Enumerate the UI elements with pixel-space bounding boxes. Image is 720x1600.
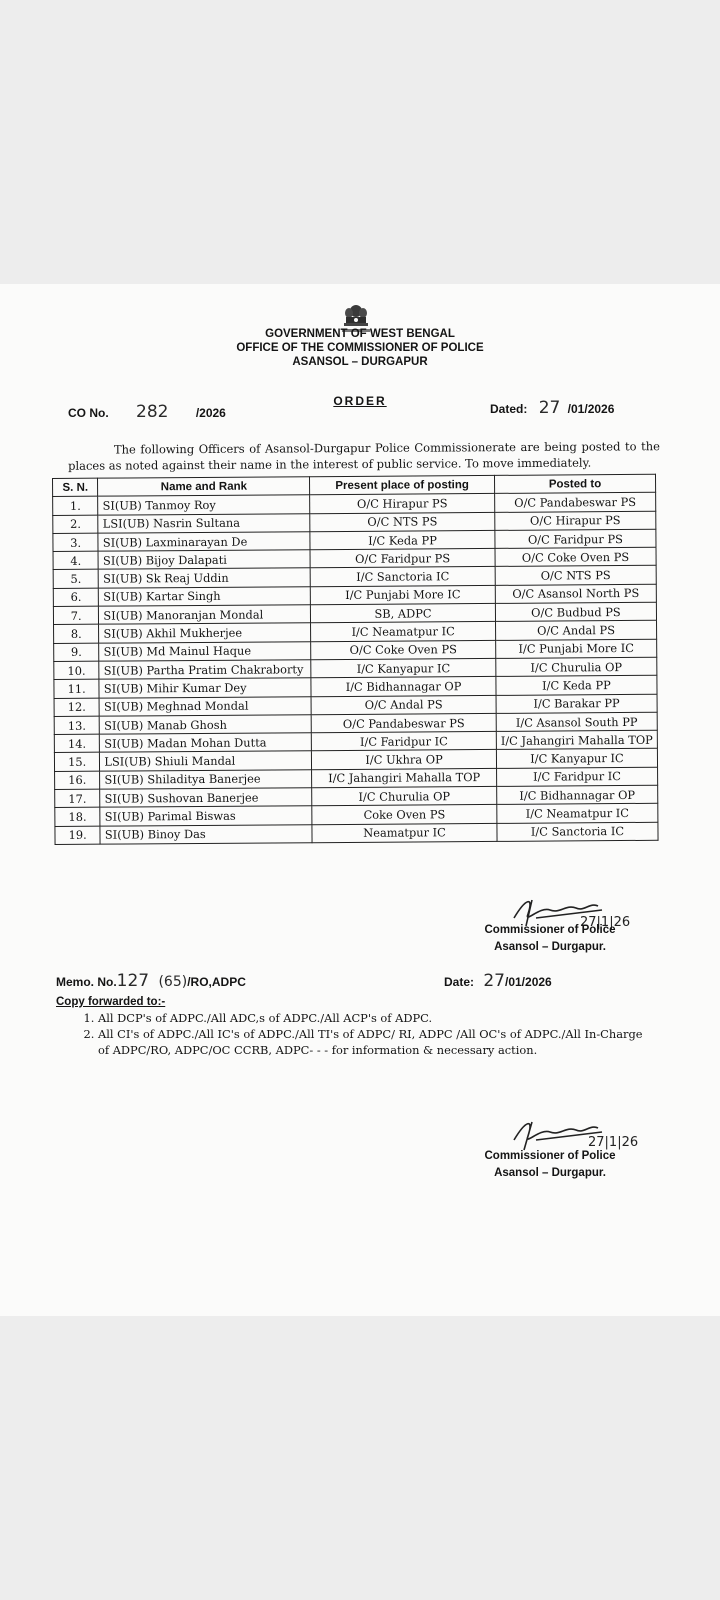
co-label: CO No. <box>68 406 109 420</box>
cell-sn: 15. <box>54 753 100 772</box>
memo-suffix: /RO,ADPC <box>187 975 246 989</box>
cell-posted-to: I/C Jahangiri Mahalla TOP <box>496 730 657 749</box>
cell-present-posting: I/C Kanyapur IC <box>311 658 496 678</box>
signature-2-place: Asansol – Durgapur. <box>494 1167 606 1179</box>
memo-date-rest: /01/2026 <box>505 975 552 989</box>
cell-present-posting: O/C NTS PS <box>310 512 495 532</box>
signature-1-title: Commissioner of Police <box>484 924 616 936</box>
cell-sn: 1. <box>53 496 99 515</box>
cell-posted-to: I/C Punjabi More IC <box>496 639 657 658</box>
cell-sn: 11. <box>54 679 100 698</box>
cell-sn: 7. <box>53 606 99 625</box>
cell-sn: 19. <box>55 826 101 845</box>
dated-label: Dated: <box>490 402 528 416</box>
cell-name-rank: SI(UB) Kartar Singh <box>99 586 311 606</box>
memo-date-line <box>444 971 552 991</box>
cell-sn: 2. <box>53 515 99 534</box>
cell-posted-to: I/C Churulia OP <box>496 657 657 676</box>
order-intro: The following Officers of Asansol-Durgapur Police Commissionerate are being posted to the places as noted against their name in the interest of public service. To move immediately. <box>68 439 660 473</box>
cell-sn: 10. <box>54 661 100 680</box>
cell-posted-to: O/C Coke Oven PS <box>495 547 656 566</box>
cell-name-rank: LSI(UB) Shiuli Mandal <box>100 751 312 771</box>
memo-number: 127 <box>116 971 150 991</box>
cell-present-posting: I/C Churulia OP <box>312 786 497 806</box>
cell-posted-to: O/C Budbud PS <box>495 602 656 621</box>
cell-name-rank: SI(UB) Meghnad Mondal <box>99 696 311 716</box>
cell-posted-to: I/C Bidhannagar OP <box>497 785 658 804</box>
cell-present-posting: I/C Faridpur IC <box>312 732 497 752</box>
signature-2-date: 27|1|26 <box>588 1135 639 1150</box>
postings-table <box>52 474 659 845</box>
cell-posted-to: O/C Pandabeswar PS <box>495 493 656 512</box>
cell-sn: 13. <box>54 716 100 735</box>
cell-name-rank: SI(UB) Md Mainul Haque <box>99 641 311 661</box>
signature-1-date: 27|1|26 <box>580 915 631 930</box>
cell-sn: 6. <box>53 588 99 607</box>
cell-present-posting: I/C Sanctoria IC <box>310 567 495 587</box>
memo-line <box>56 971 246 991</box>
cell-present-posting: I/C Jahangiri Mahalla TOP <box>312 768 497 788</box>
co-number: 282 <box>136 402 169 422</box>
cell-present-posting: Neamatpur IC <box>312 823 497 843</box>
cell-name-rank: SI(UB) Shiladitya Banerjee <box>100 769 312 789</box>
cell-present-posting: SB, ADPC <box>311 603 496 623</box>
cell-present-posting: I/C Punjabi More IC <box>310 585 495 605</box>
signature-2-title: Commissioner of Police <box>484 1150 616 1162</box>
table-row <box>55 822 658 845</box>
memo-label: Memo. No. <box>56 975 117 989</box>
cell-name-rank: SI(UB) Madan Mohan Dutta <box>100 733 312 753</box>
copy-item-1: 1. All DCP's of ADPC./All ADC,s of ADPC./All ACP's of ADPC. <box>98 1010 656 1026</box>
cell-present-posting: O/C Coke Oven PS <box>311 640 496 660</box>
memo-date-day: 27 <box>483 971 505 991</box>
cell-name-rank: SI(UB) Manab Ghosh <box>100 715 312 735</box>
dated-day: 27 <box>538 398 561 418</box>
cell-posted-to: I/C Faridpur IC <box>496 767 657 786</box>
cell-present-posting: I/C Keda PP <box>310 530 495 550</box>
cell-name-rank: SI(UB) Manoranjan Mondal <box>99 605 311 625</box>
cell-posted-to: I/C Kanyapur IC <box>496 749 657 768</box>
copy-forwarded-section <box>56 996 656 1058</box>
header-posted-to: Posted to <box>494 474 655 493</box>
order-title: ORDER <box>333 394 387 408</box>
cell-sn: 16. <box>55 771 101 790</box>
cell-posted-to: I/C Asansol South PP <box>496 712 657 731</box>
cell-sn: 17. <box>55 789 101 808</box>
cell-name-rank: SI(UB) Bijoy Dalapati <box>98 550 310 570</box>
cell-name-rank: SI(UB) Mihir Kumar Dey <box>99 678 311 698</box>
cell-name-rank: SI(UB) Sk Reaj Uddin <box>99 568 311 588</box>
cell-posted-to: O/C Asansol North PS <box>495 584 656 603</box>
header-sn: S. N. <box>53 478 99 497</box>
cell-name-rank: SI(UB) Partha Pratim Chakraborty <box>99 660 311 680</box>
cell-present-posting: O/C Hirapur PS <box>310 494 495 514</box>
cell-posted-to: I/C Barakar PP <box>496 694 657 713</box>
cell-sn: 5. <box>53 570 99 589</box>
copy-forwarded-title: Copy forwarded to:- <box>56 996 166 1008</box>
signature-2-block <box>450 1148 650 1182</box>
cell-sn: 8. <box>54 625 100 644</box>
header-office: OFFICE OF THE COMMISSIONER OF POLICE <box>236 342 484 354</box>
co-year: /2026 <box>195 406 226 420</box>
header-government: GOVERNMENT OF WEST BENGAL <box>265 328 455 340</box>
cell-name-rank: LSI(UB) Nasrin Sultana <box>98 513 310 533</box>
header-name-rank: Name and Rank <box>98 477 310 497</box>
cell-posted-to: I/C Keda PP <box>496 676 657 695</box>
signature-1-place: Asansol – Durgapur. <box>494 941 606 953</box>
cell-name-rank: SI(UB) Akhil Mukherjee <box>99 623 311 643</box>
memo-mid: (65) <box>158 974 188 990</box>
cell-name-rank: SI(UB) Tanmoy Roy <box>98 495 310 515</box>
cell-posted-to: O/C NTS PS <box>495 566 656 585</box>
cell-present-posting: O/C Andal PS <box>311 695 496 715</box>
cell-present-posting: Coke Oven PS <box>312 805 497 825</box>
cell-posted-to: O/C Hirapur PS <box>495 511 656 530</box>
cell-present-posting: I/C Ukhra OP <box>312 750 497 770</box>
cell-present-posting: O/C Pandabeswar PS <box>311 713 496 733</box>
cell-name-rank: SI(UB) Binoy Das <box>100 824 312 844</box>
header-location: ASANSOL – DURGAPUR <box>292 356 428 368</box>
cell-sn: 18. <box>55 808 101 827</box>
header-present-posting: Present place of posting <box>310 475 495 495</box>
cell-name-rank: SI(UB) Sushovan Banerjee <box>100 788 312 808</box>
cell-present-posting: O/C Faridpur PS <box>310 549 495 569</box>
cell-posted-to: O/C Faridpur PS <box>495 529 656 548</box>
cell-sn: 4. <box>53 551 99 570</box>
cell-present-posting: I/C Bidhannagar OP <box>311 677 496 697</box>
cell-posted-to: I/C Sanctoria IC <box>497 822 658 841</box>
cell-posted-to: O/C Andal PS <box>495 621 656 640</box>
copy-item-2: 2. All CI's of ADPC./All IC's of ADPC./All TI's of ADPC/ RI, ADPC /All OC's of ADPC./All In-Charge of ADPC/RO, ADPC/OC CCRB, ADPC- - - for information & necessary action. <box>98 1026 656 1058</box>
dated-line <box>490 398 614 418</box>
cell-name-rank: SI(UB) Laxminarayan De <box>98 532 310 552</box>
cell-name-rank: SI(UB) Parimal Biswas <box>100 806 312 826</box>
cell-sn: 3. <box>53 533 99 552</box>
cell-posted-to: I/C Neamatpur IC <box>497 804 658 823</box>
cell-sn: 9. <box>54 643 100 662</box>
co-number-line <box>68 402 226 422</box>
signature-1-block <box>450 922 650 956</box>
memo-date-label: Date: <box>444 975 475 989</box>
dated-rest: /01/2026 <box>567 402 615 416</box>
cell-present-posting: I/C Neamatpur IC <box>311 622 496 642</box>
cell-sn: 12. <box>54 698 100 717</box>
cell-sn: 14. <box>54 734 100 753</box>
